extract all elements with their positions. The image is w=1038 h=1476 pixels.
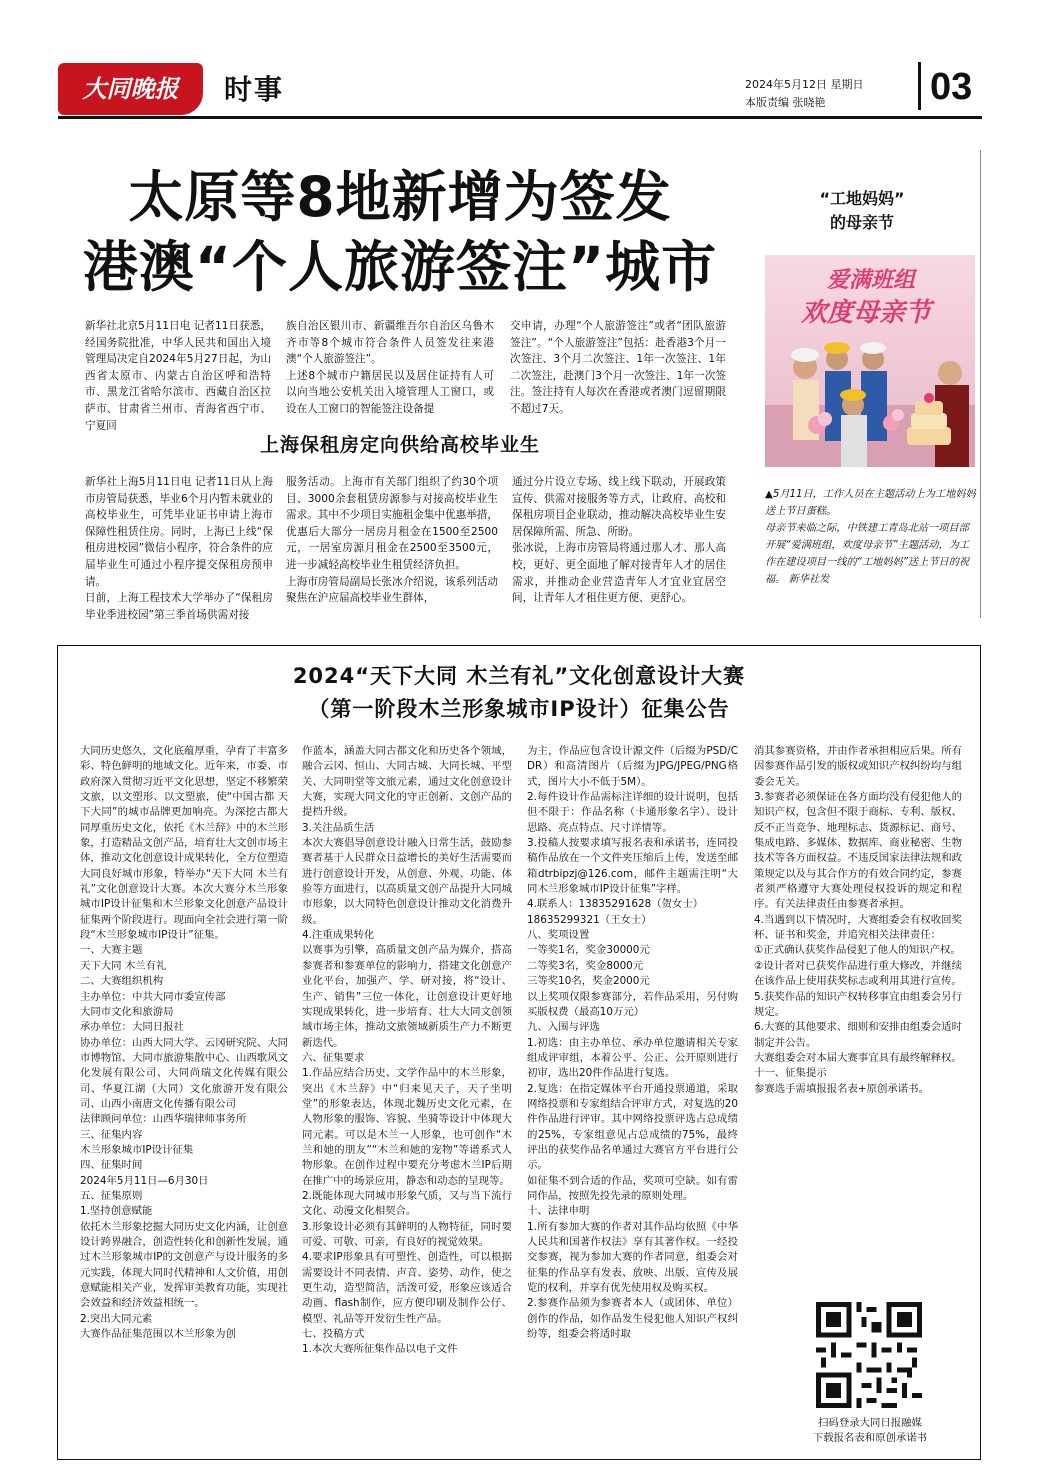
section-title: 时事 — [224, 73, 285, 106]
lead-col-1: 新华社北京5月11日电 记者11日获悉，经国务院批准，中华人民共和国出入境管理局决定自2024年5月27日起，为山西省太原市、内蒙古自治区呼和浩特市、黑龙江省哈尔滨市、西藏自治区拉萨市、甘肃省兰州市、青海省西宁市、宁夏回 — [85, 320, 271, 432]
lead-headline-line1: 太原等8地新增为签发 — [128, 165, 672, 229]
photo-illustration — [765, 255, 975, 467]
announcement-col-4: 消其参赛资格，并由作者承担相应后果。所有因参赛作品引发的版权或知识产权纠纷均与组委会无关。 3.参赛者必须保证在各方面均没有侵犯他人的知识产权，包含但不限于商标、专利、版权、反不正当竞争、地理标志、货源标记、商号、集成电路、多媒体、数据库、商业秘密、生物技术等各方面权益。不违反国家法律法规和政策规定以及与其合作方的有效合同约定，参赛者须严格遵守大赛处理侵权投诉的规定和程序。有关法律责任由参赛者承担。 4.当遇到以下情况时，大赛组委会有权收回奖杯、证书和奖金，并追究相关法律责任： ①正式确认获奖作品侵犯了他人的知识产权。 ②设计者对已获奖作品进行重大修改，并继续在该作品上使用获奖标志或利用其进行宣传。 5.获奖作品的知识产权转移事宜由组委会另行规定。 6.大赛的其他要求、细则和安排由组委会适时制定并公告。 大赛组委会对本届大赛事宜具有最终解释权。 十一、征集提示 参赛选手需填报报名表+原创承诺书。 — [754, 745, 962, 1095]
masthead-rule — [58, 116, 982, 119]
sidebar-title-line1: “工地妈妈” — [819, 189, 905, 208]
sidebar-title-line2: 的母亲节 — [829, 213, 894, 232]
photo-banner-line1: 爱满班组 — [827, 268, 916, 293]
second-col-3: 通过分片设立专场、线上线下联动，开展政策宣传、供需对接服务等方式，让政府、高校和保租房项目企业联动，推动解决高校毕业生安居保障所需、所急、所盼。 张冰说，上海市房管局将通过那人才、那人高校，更好、更全面地了解对接青年人才的居住需求，并推动企业营造青年人才宜业宜居空间，让青年人才租住更方便、更舒心。 — [512, 476, 726, 605]
announcement-title-line2: （第一阶段木兰形象城市IP设计）征集公告 — [308, 697, 730, 721]
editor-line: 本版责编 张晓艳 — [745, 96, 826, 109]
second-headline: 上海保租房定向供给高校毕业生 — [259, 434, 540, 456]
qr-caption-line1: 扫码登录大同日报融媒 — [818, 1417, 922, 1429]
second-col-1: 新华社上海5月11日电 记者11日从上海市房管局获悉，毕业6个月内暂未就业的高校毕业生，可凭毕业证书申请上海市保障性租赁住房。同时，上海已上线“保租房进校园”微信小程序，符合条件的应届毕业生可通过小程序提交保租房预申请。 日前，上海工程技术大学举办了“保租房毕业季进校园”第三季首场供需对接 — [85, 476, 273, 621]
qr-code[interactable] — [816, 1302, 922, 1408]
masthead-logo — [58, 63, 203, 115]
photo-caption: ▲5月11日，工作人员在主题活动上为工地妈妈送上节日蛋糕。 母亲节来临之际，中铁建工青岛北站一项目部开展“爱满班组，欢度母亲节”主题活动，为工作在建设项目一线的“工地妈妈”送上节日的祝福。 新华社发 — [765, 489, 976, 585]
page-number: 03 — [930, 66, 973, 108]
lead-headline — [60, 162, 740, 302]
lead-col-2: 族自治区银川市、新疆维吾尔自治区乌鲁木齐市等8个城市符合条件人员签发往来港澳“个人旅游签注”。 上述8个城市户籍居民以及居住证持有人可以向当地公安机关出入境管理人工窗口，或设在人工窗口的智能签注设备提 — [286, 320, 494, 415]
qr-caption-line2: 下载报名表和原创承诺书 — [812, 1432, 928, 1444]
lead-headline-line2: 港澳“个人旅游签注”城市 — [82, 235, 718, 299]
lead-col-3: 交申请，办理“个人旅游签注”或者“团队旅游签注”。“个人旅游签注”包括：赴香港3个月一次签注、3个月二次签注、1年一次签注、1年二次签注，赴澳门3个月一次签注、1年一次签注。签注持有人每次在香港或者澳门逗留期限不超过7天。 — [510, 320, 726, 415]
announcement-title-line1: 2024“天下大同 木兰有礼”文化创意设计大赛 — [292, 664, 746, 688]
qr-code-image — [816, 1302, 922, 1408]
paper-name: 大同晚报 — [82, 74, 179, 103]
second-col-2: 服务活动。上海市有关部门组织了约30个项目、3000余套租赁房源参与对接高校毕业生需求。其中不少项目实施租金集中优惠举措，优惠后大部分一居房月租金在1500至2500元，一居室房源月租金在2500至3500元，进一步减轻高校毕业生租赁经济负担。 上海市房管局副局长张冰介绍说，该系列活动聚焦在沪应届高校毕业生群体， — [286, 476, 498, 605]
date-line: 2024年5月12日 星期日 — [745, 78, 864, 91]
masthead-divider — [918, 62, 921, 110]
photo-banner-line2: 欢度母亲节 — [801, 298, 932, 328]
announcement-col-3: 为主，作品应包含设计源文件（后缀为PSD/CDR）和高清图片（后缀为JPG/JPEG/PNG格式，图片大小不低于5M）。 2.每件设计作品需标注详细的设计说明，包括但不限于：作品名称（卡通形象名字）、设计思路、亮点特点、尺寸详情等。 3.投稿人按要求填写报名表和承诺书，连同投稿作品放在一个文件夹压缩后上传，发送至邮箱dtrbipzj@126.com，邮件主题需注明“大同木兰形象城市IP设计征集”字样。 4.联系人：13835291628（贺女士） 18635299321（王女士） 八、奖项设置 一等奖1名，奖金30000元 二等奖3名，奖金8000元 三等奖10名，奖金2000元 以上奖项仅限参赛部分，若作品采用，另付购买版权费（最高10万元） 九、入围与评选 1.初选：由主办单位、承办单位邀请相关专家组成评审组，本着公平、公正、公开原则进行初审，选出20件作品进行复选。 2.复选：在指定媒体平台开通投票通道，采取网络投票和专家组结合评审方式，对复选的20件作品进行评审。其中网络投票评选占总成绩的25%，专家组意见占总成绩的75%，最终评出的获奖作品名单通过大赛官方平台进行公示。 如征集不到合适的作品，奖项可空缺。如有雷同作品，按照先投先录的原则处理。 十、法律申明 1.所有参加大赛的作者对其作品均依照《中华人民共和国著作权法》享有其著作权。一经投交参赛，视为参加大赛的作者同意，组委会对征集的作品享有发表、放映、出版、宣传及展览的权利，并享有优先使用权及购买权。 2.参赛作品须为参赛者本人（或团体、单位）创作的作品，如作品发生侵犯他人知识产权纠纷等，组委会将适时取 — [527, 745, 738, 1341]
news-photo — [765, 255, 975, 467]
sidebar-title — [752, 187, 972, 235]
announcement-col-1: 大同历史悠久，文化底蕴厚重，孕育了丰富多彩、特色鲜明的地域文化。近年来，市委、市政府深入贯彻习近平文化思想，坚定不移繁荣文旅，以文塑形、以文塑旅，使“中国古都 天下大同”的城市品牌更加响亮。为深挖古都大同厚重历史文化，依托《木兰辞》中的木兰形象，打造精品文创产品，培育壮大文创市场主体，推动文化创意设计成果转化，全方位塑造大同良好城市形象，特举办“天下大同 木兰有礼”文化创意设计大赛。本次大赛分木兰形象城市IP设计征集和木兰形象文化创意产品设计征集两个阶段进行。现面向全社会进行第一阶段“木兰形象城市IP设计”征集。 一、大赛主题 天下大同 木兰有礼 二、大赛组织机构 主办单位：中共大同市委宣传部 大同市文化和旅游局 承办单位：大同日报社 协办单位：山西大同大学、云冈研究院、大同市博物馆、大同市旅游集散中心、山西歌风文化发展有限公司、大同尚瑞文化传媒有限公司、华夏江湖（大同）文化旅游开发有限公司、山西小南唐文化传播有限公司 法律顾问单位：山西华瑞律师事务所 三、征集内容 木兰形象城市IP设计征集 四、征集时间 2024年5月11日—6月30日 五、征集原则 1.坚持创意赋能 依托木兰形象挖掘大同历史文化内涵，让创意设计跨界融合，创造性转化和创新性发展，通过木兰形象城市IP的文创意产与设计服务的多元实践，体现大同时代精神和人文价值，用创意赋能相关产业，发挥审美教育功能，实现社会效益和经济效益相统一。 2.突出大同元素 大赛作品征集范围以木兰形象为创 — [80, 745, 288, 1341]
announcement-title — [60, 660, 978, 726]
date-block — [745, 76, 864, 112]
announcement-col-2: 作蓝本，涵盖大同古都文化和历史各个领域，融合云冈、恒山、大同古城、大同长城、平型关、大同明堂等文旅元素，通过文化创意设计大赛，实现大同文化的守正创新、文创产品的提档升级。 3.关注品质生活 本次大赛倡导创意设计融入日常生活，鼓励参赛者基于人民群众日益增长的美好生活需要而进行创意设计开发，从创意、外观、功能、体验等方面进行，以高质量文创产品提升大同城市形象，以大同特色创意设计推动文化消费升级。 4.注重成果转化 以赛事为引擎，高质量文创产品为媒介，搭高参赛者和参赛单位的影响力，搭建文化创意产业化平台，加强产、学、研对接，将“设计、生产、销售”三位一体化，让创意设计更好地实现成果转化，进一步培育、壮大大同文创领域市场主体，推动文旅领域新质生产力不断更新迭代。 六、征集要求 1.作品应结合历史、文学作品中的木兰形象，突出《木兰辞》中“归来见天子，天子坐明堂”的形象表达，体现北魏历史文化元素，在人物形象的服饰、容貌、坐骑等设计中体现大同元素。可以是木兰一人形象，也可创作“木兰和她的朋友”“木兰和她的宠物”等谱系式人物形象。在创作过程中要充分考虑木兰IP后期在推广中的场景应用，静态和动态的呈现等。 2.既能体现大同城市形象气质，又与当下流行文化、动漫文化相契合。 3.形象设计必须有其鲜明的人物特征，同时要可爱、可敬、可亲，有良好的视觉效果。 4.要求IP形象具有可塑性、创造性，可以根据需要设计不同表情、声音、姿势、动作，使之更生动，造型简洁，活泼可爱，形象应该适合动画、flash制作，应方便印刷及制作公仔、模型、礼品等开发衍生性产品。 七、投稿方式 1.本次大赛所征集作品以电子文件 — [302, 745, 512, 1356]
qr-caption — [770, 1416, 970, 1446]
